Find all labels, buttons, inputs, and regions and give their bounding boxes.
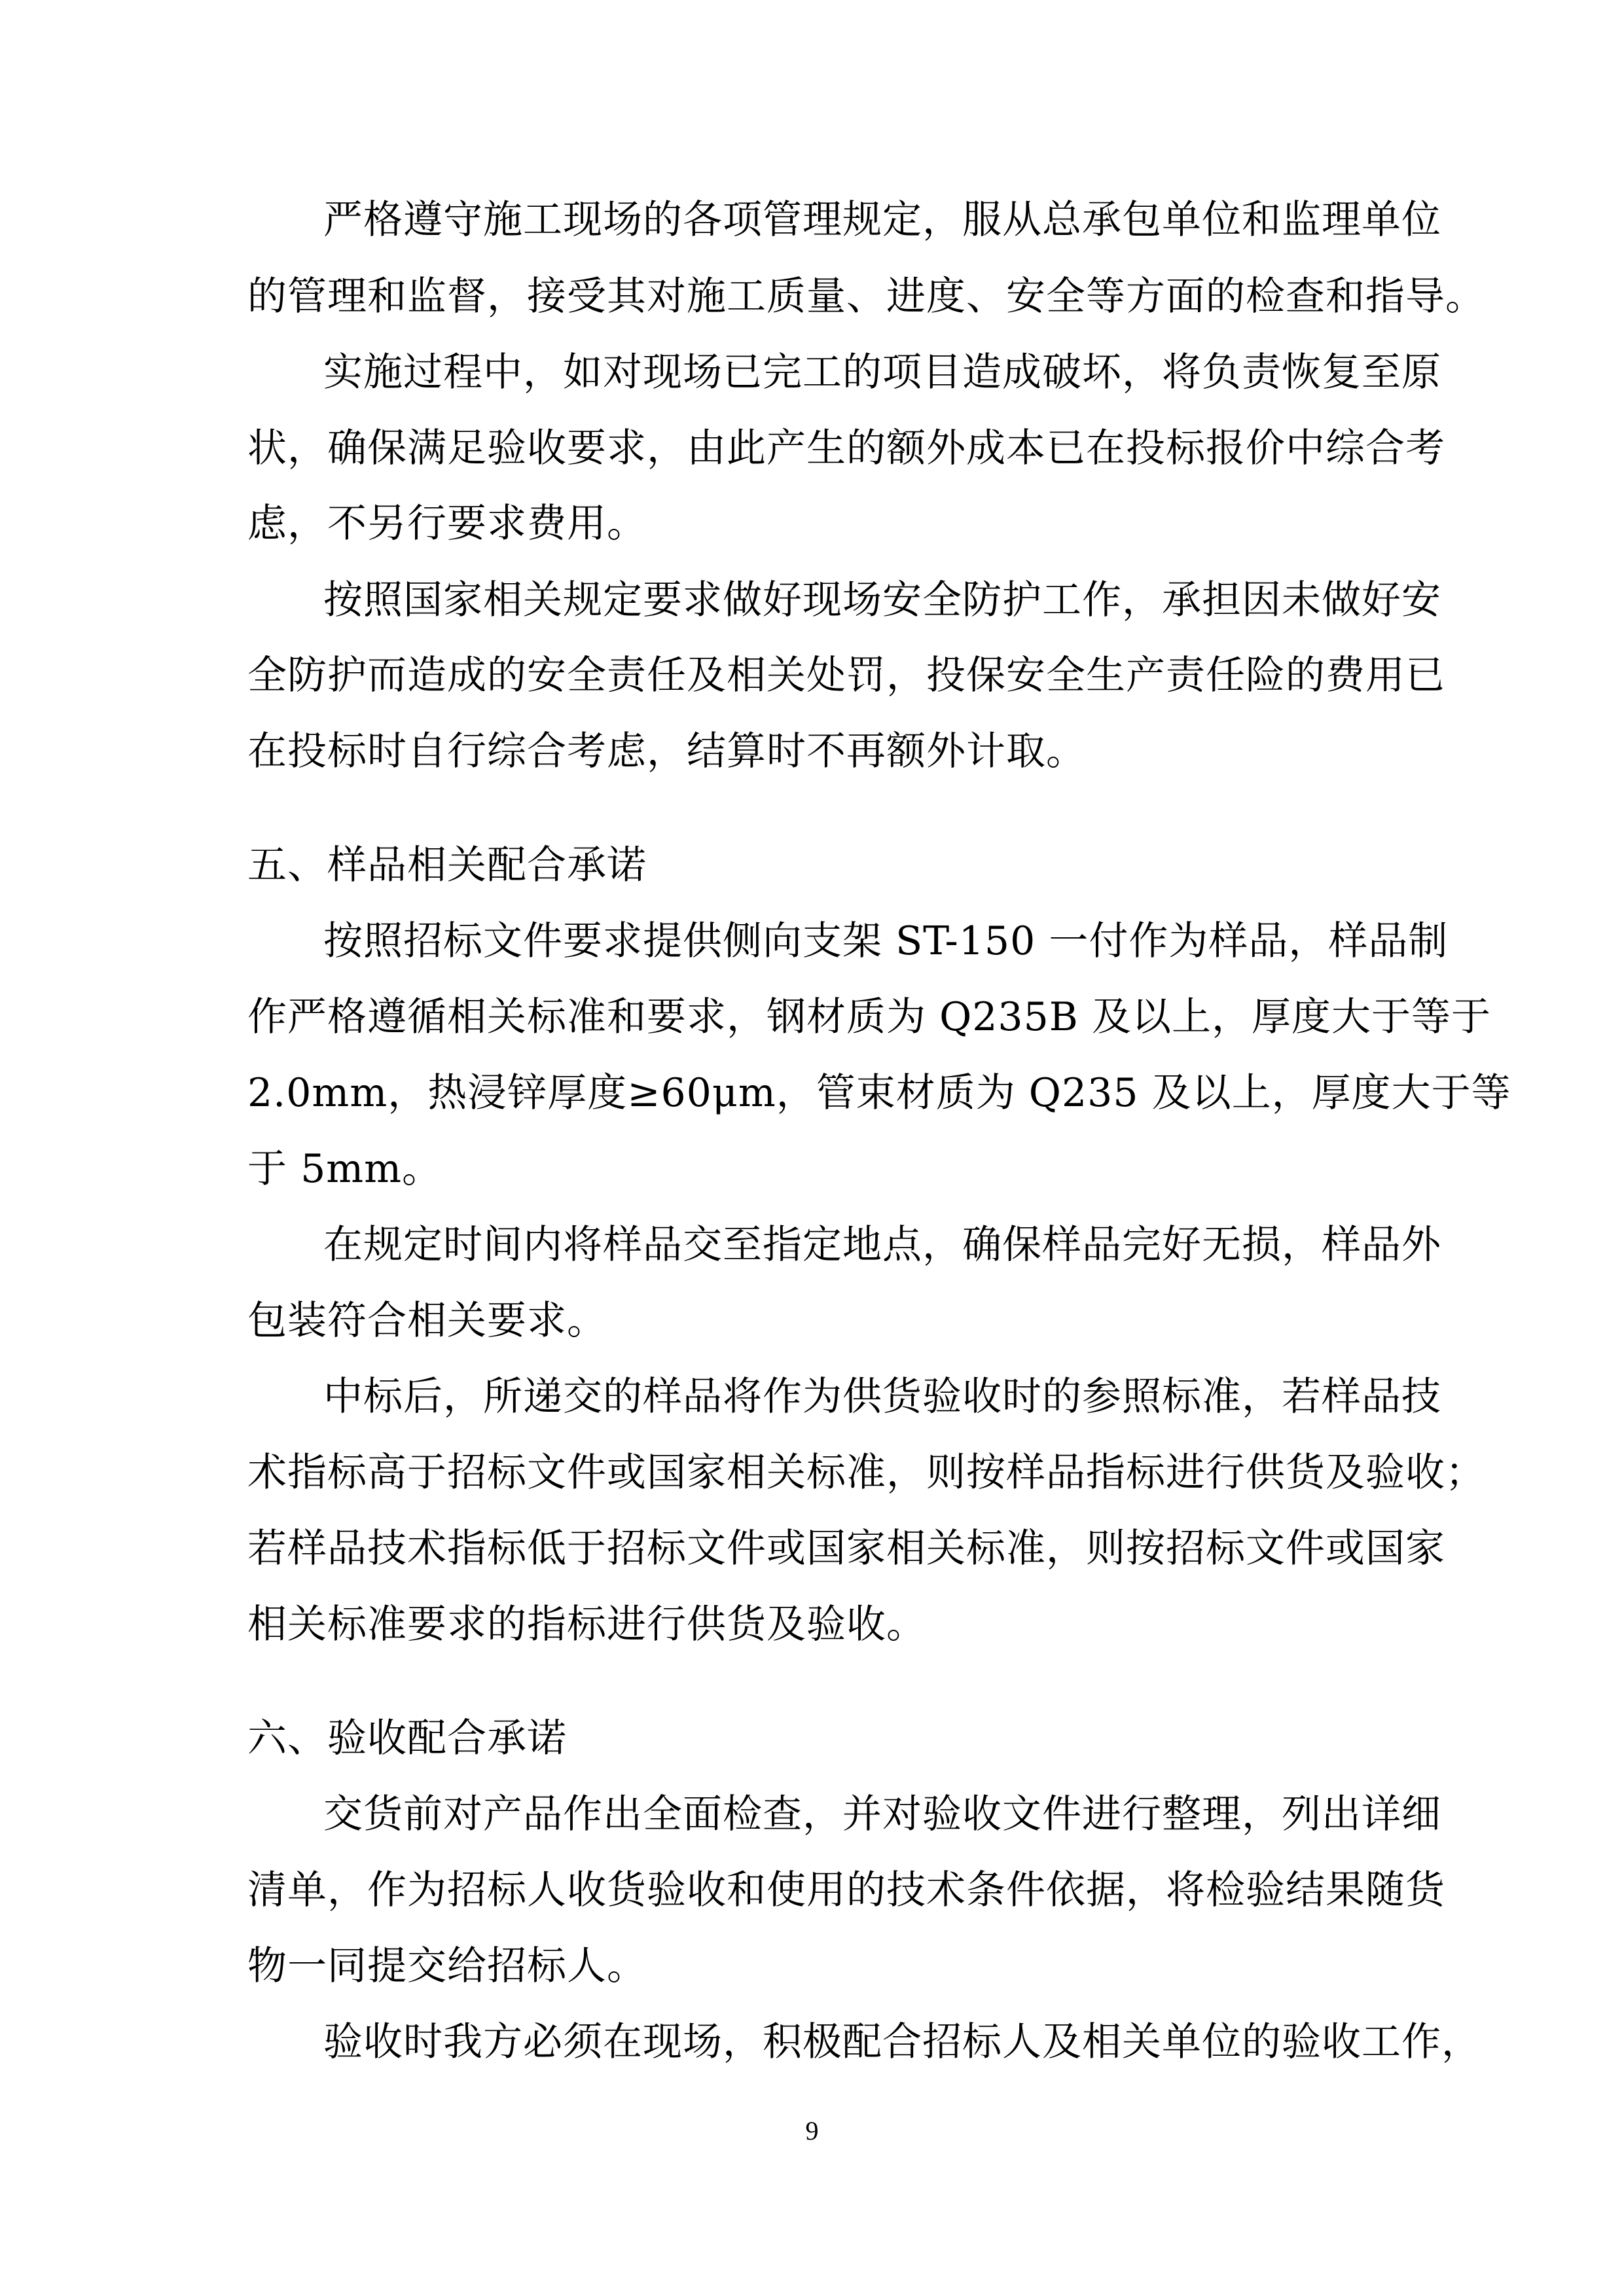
paragraph-line: 的管理和监督，接受其对施工质量、进度、安全等方面的检查和指导。 <box>247 274 1485 319</box>
section-heading: 五、样品相关配合承诺 <box>247 842 647 888</box>
paragraph-line: 验收时我方必须在现场，积极配合招标人及相关单位的验收工作， <box>323 2019 1481 2065</box>
paragraph-line: 包装符合相关要求。 <box>247 1298 607 1344</box>
paragraph-line: 中标后，所递交的样品将作为供货验收时的参照标准，若样品技 <box>323 1374 1441 1420</box>
paragraph-line: 若样品技术指标低于招标文件或国家相关标准，则按招标文件或国家 <box>247 1526 1445 1571</box>
paragraph-line: 在规定时间内将样品交至指定地点，确保样品完好无损，样品外 <box>323 1222 1441 1268</box>
paragraph-line: 全防护而造成的安全责任及相关处罚，投保安全生产责任险的费用已 <box>247 653 1445 698</box>
paragraph-line: 2.0mm，热浸锌厚度≥60μm，管束材质为 Q235 及以上，厚度大于等 <box>247 1070 1511 1116</box>
page-number: 9 <box>805 2116 819 2145</box>
paragraph-line: 交货前对产品作出全面检查，并对验收文件进行整理，列出详细 <box>323 1791 1441 1837</box>
paragraph-line: 术指标高于招标文件或国家相关标准，则按样品指标进行供货及验收； <box>247 1450 1485 1496</box>
paragraph-line: 严格遵守施工现场的各项管理规定，服从总承包单位和监理单位 <box>323 197 1441 243</box>
paragraph-line: 按照招标文件要求提供侧向支架 ST-150 一付作为样品，样品制 <box>323 918 1449 964</box>
paragraph-line: 于 5mm。 <box>247 1146 442 1192</box>
paragraph-line: 物一同提交给招标人。 <box>247 1943 647 1989</box>
paragraph-line: 按照国家相关规定要求做好现场安全防护工作，承担因未做好安 <box>323 577 1441 623</box>
paragraph-line: 清单，作为招标人收货验收和使用的技术条件依据，将检验结果随货 <box>247 1867 1445 1913</box>
paragraph-line: 相关标准要求的指标进行供货及验收。 <box>247 1602 926 1647</box>
paragraph-line: 虑，不另行要求费用。 <box>247 501 647 547</box>
section-heading: 六、验收配合承诺 <box>247 1715 567 1761</box>
paragraph-line: 作严格遵循相关标准和要求，钢材质为 Q235B 及以上，厚度大于等于 <box>247 994 1491 1040</box>
paragraph-line: 实施过程中，如对现场已完工的项目造成破坏，将负责恢复至原 <box>323 350 1441 395</box>
paragraph-line: 状，确保满足验收要求，由此产生的额外成本已在投标报价中综合考 <box>247 425 1445 471</box>
paragraph-line: 在投标时自行综合考虑，结算时不再额外计取。 <box>247 728 1086 774</box>
